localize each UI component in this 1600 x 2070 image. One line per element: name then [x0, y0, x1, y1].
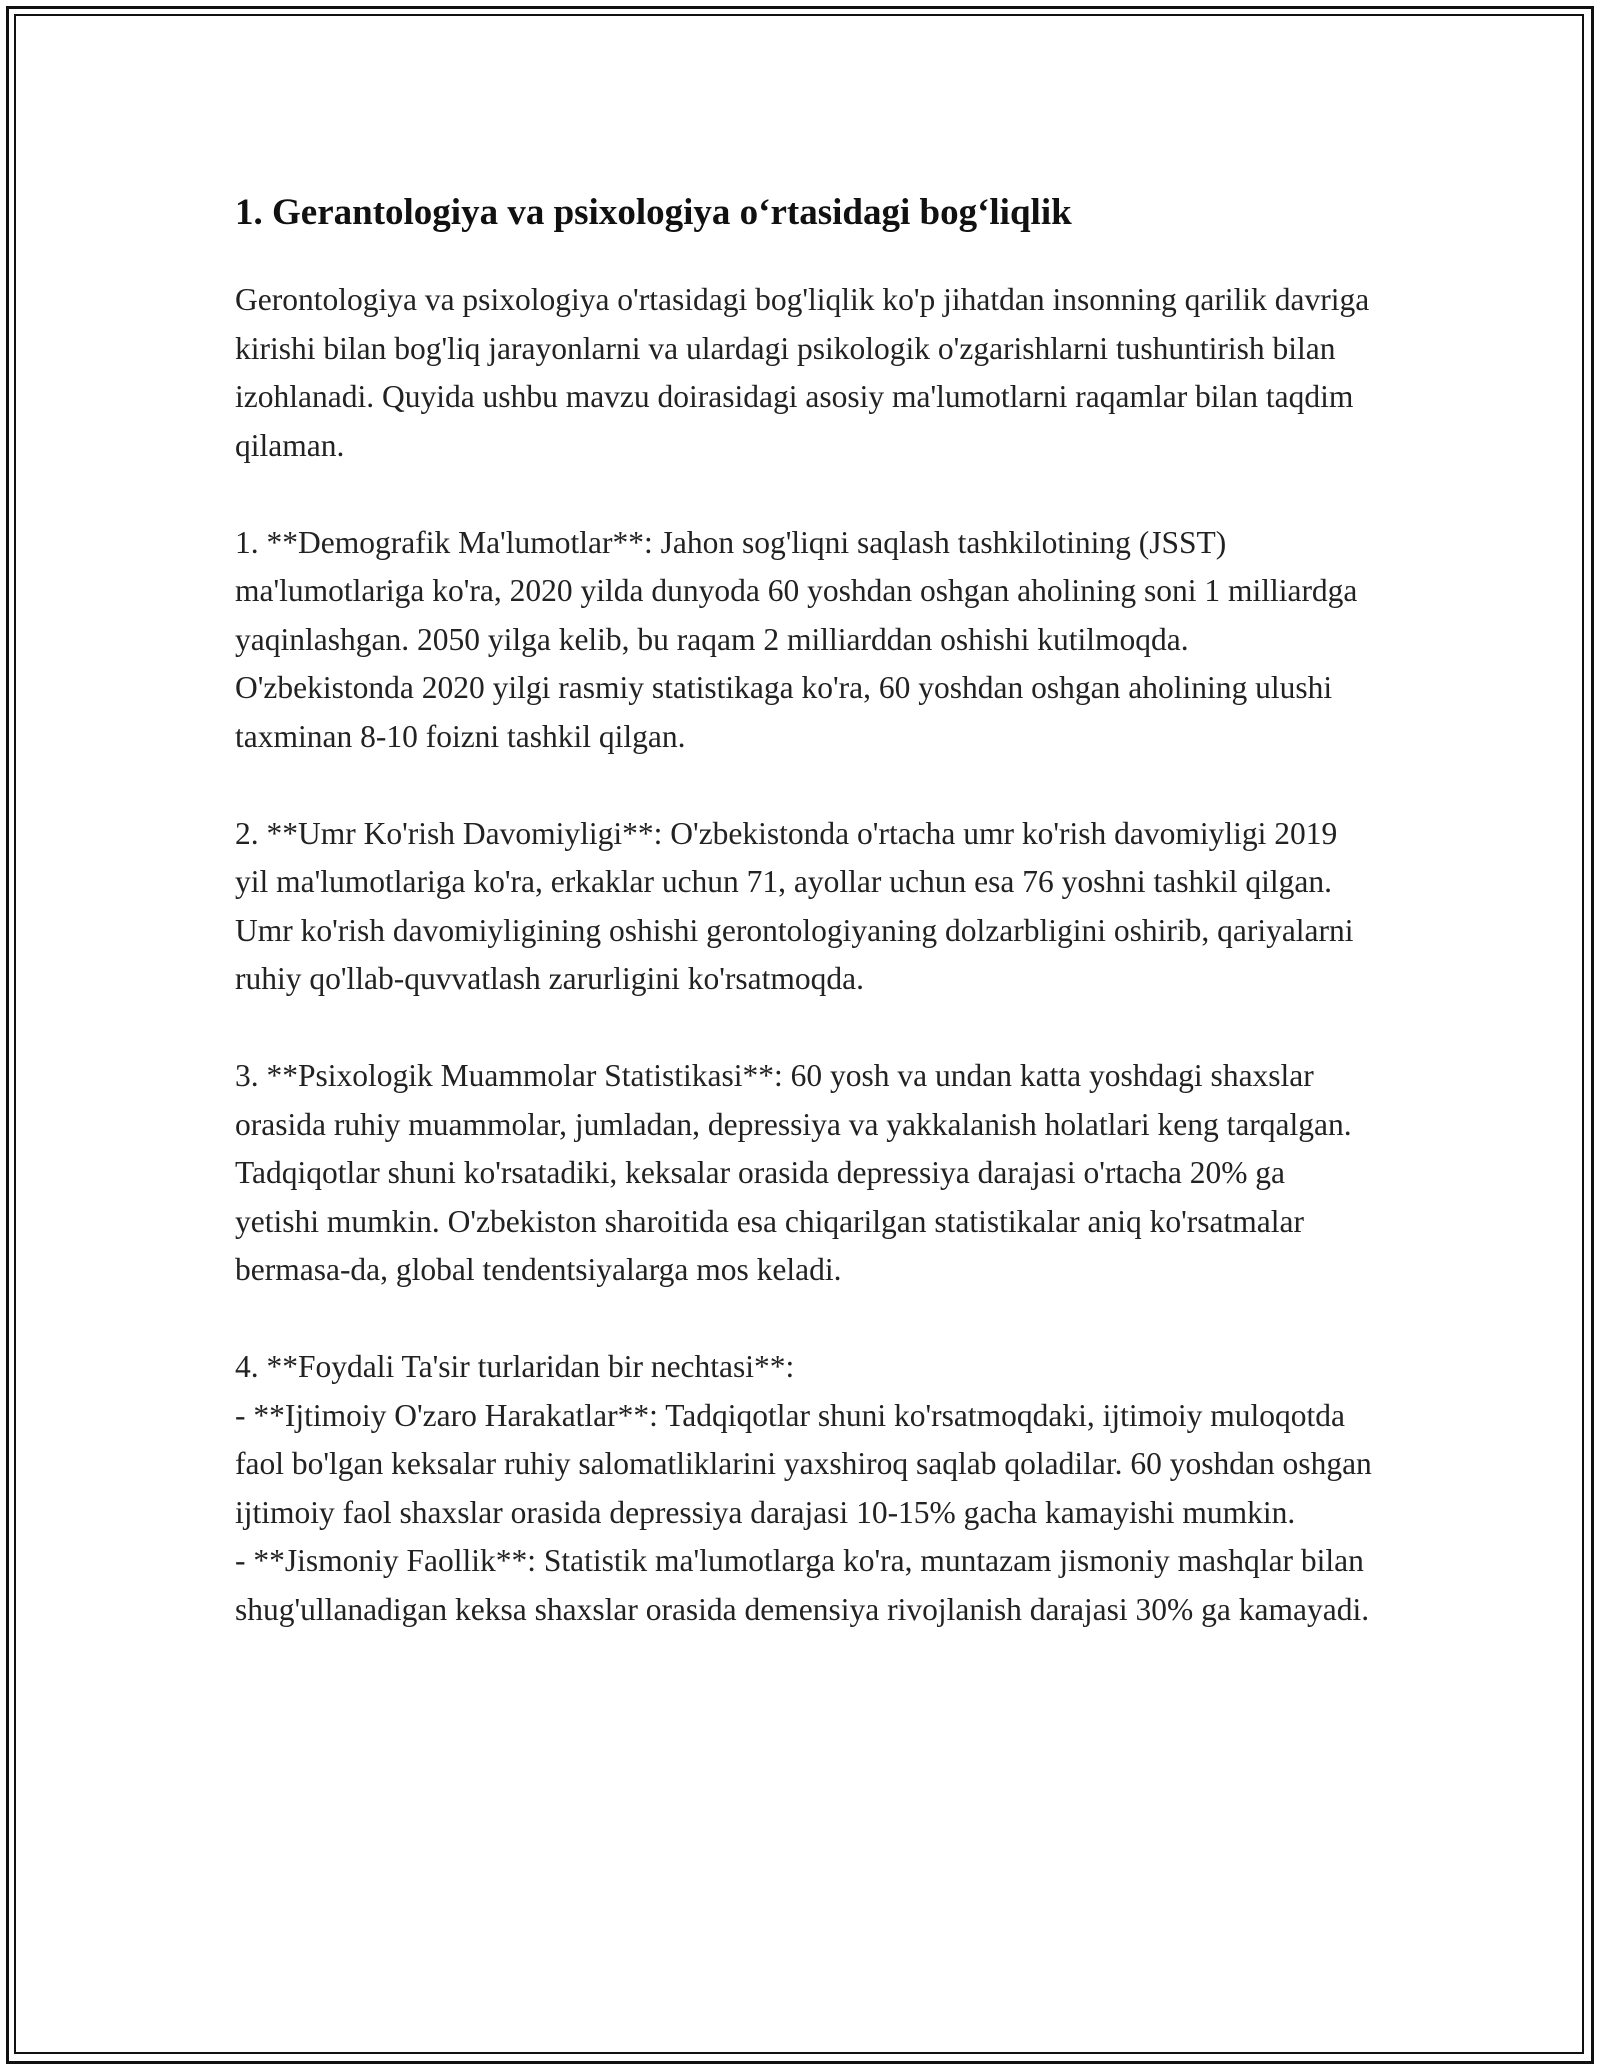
paragraph-demographic-data: 1. **Demografik Ma'lumotlar**: Jahon sog'liqni saqlash tashkilotining (JSST) ma'lumotlariga ko'ra, 2020 yilda dunyoda 60 yoshdan oshgan aholining soni 1 milliardga yaqinlashgan. 2050 yilga kelib, bu raqam 2 milliarddan oshishi kutilmoqda. O'zbekistonda 2020 yilgi rasmiy statistikaga ko'ra, 60 yoshdan oshgan aholining ulushi taxminan 8-10 foizni tashkil qilgan. [235, 524, 1358, 754]
paragraph-beneficial-effects: 4. **Foydali Ta'sir turlaridan bir nechtasi**: - **Ijtimoiy O'zaro Harakatlar**: Tadqiqotlar shuni ko'rsatmoqdaki, ijtimoiy muloqotda faol bo'lgan keksalar ruhiy salomatliklarini yaxshiroq saqlab qoladilar. 60 yoshdan oshgan ijtimoiy faol shaxslar orasida depressiya darajasi 10-15% gacha kamayishi mumkin. - **Jismoniy Faollik**: Statistik ma'lumotlarga ko'ra, muntazam jismoniy mashqlar bilan shug'ullanadigan keksa shaxslar orasida demensiya rivojlanish darajasi 30% ga kamayadi. [235, 1349, 1372, 1627]
paragraph-psychological-problems: 3. **Psixologik Muammolar Statistikasi**: 60 yosh va undan katta yoshdagi shaxslar orasida ruhiy muammolar, jumladan, depressiya va yakkalanish holatlari keng tarqalgan. Tadqiqotlar shuni ko'rsatadiki, keksalar orasida depressiya darajasi o'rtacha 20% ga yetishi mumkin. O'zbekiston sharoitida esa chiqarilgan statistikalar aniq ko'rsatmalar bermasa-da, global tendentsiyalarga mos keladi. [235, 1058, 1352, 1287]
paragraph-spacer [235, 1295, 1375, 1344]
document-title: 1. Gerantologiya va psixologiya o‘rtasidagi bog‘liqlik [235, 192, 1072, 233]
paragraph-spacer [235, 470, 1375, 519]
paragraph-spacer [235, 761, 1375, 810]
document-body [235, 186, 1375, 1634]
paragraph-intro: Gerontologiya va psixologiya o'rtasidagi bog'liqlik ko'p jihatdan insonning qarilik davriga kirishi bilan bog'liq jarayonlarni va ulardagi psikologik o'zgarishlarni tushuntirish bilan izohlanadi. Quyida ushbu mavzu doirasidagi asosiy ma'lumotlarni raqamlar bilan taqdim qilaman. [235, 282, 1370, 463]
paragraph-life-expectancy: 2. **Umr Ko'rish Davomiyligi**: O'zbekistonda o'rtacha umr ko'rish davomiyligi 2019 yil ma'lumotlariga ko'ra, erkaklar uchun 71, ayollar uchun esa 76 yoshni tashkil qilgan. Umr ko'rish davomiyligining oshishi gerontologiyaning dolzarbligini oshirib, qariyalarni ruhiy qo'llab-quvvatlash zarurligini ko'rsatmoqda. [235, 815, 1354, 996]
paragraph-spacer [235, 1004, 1375, 1053]
